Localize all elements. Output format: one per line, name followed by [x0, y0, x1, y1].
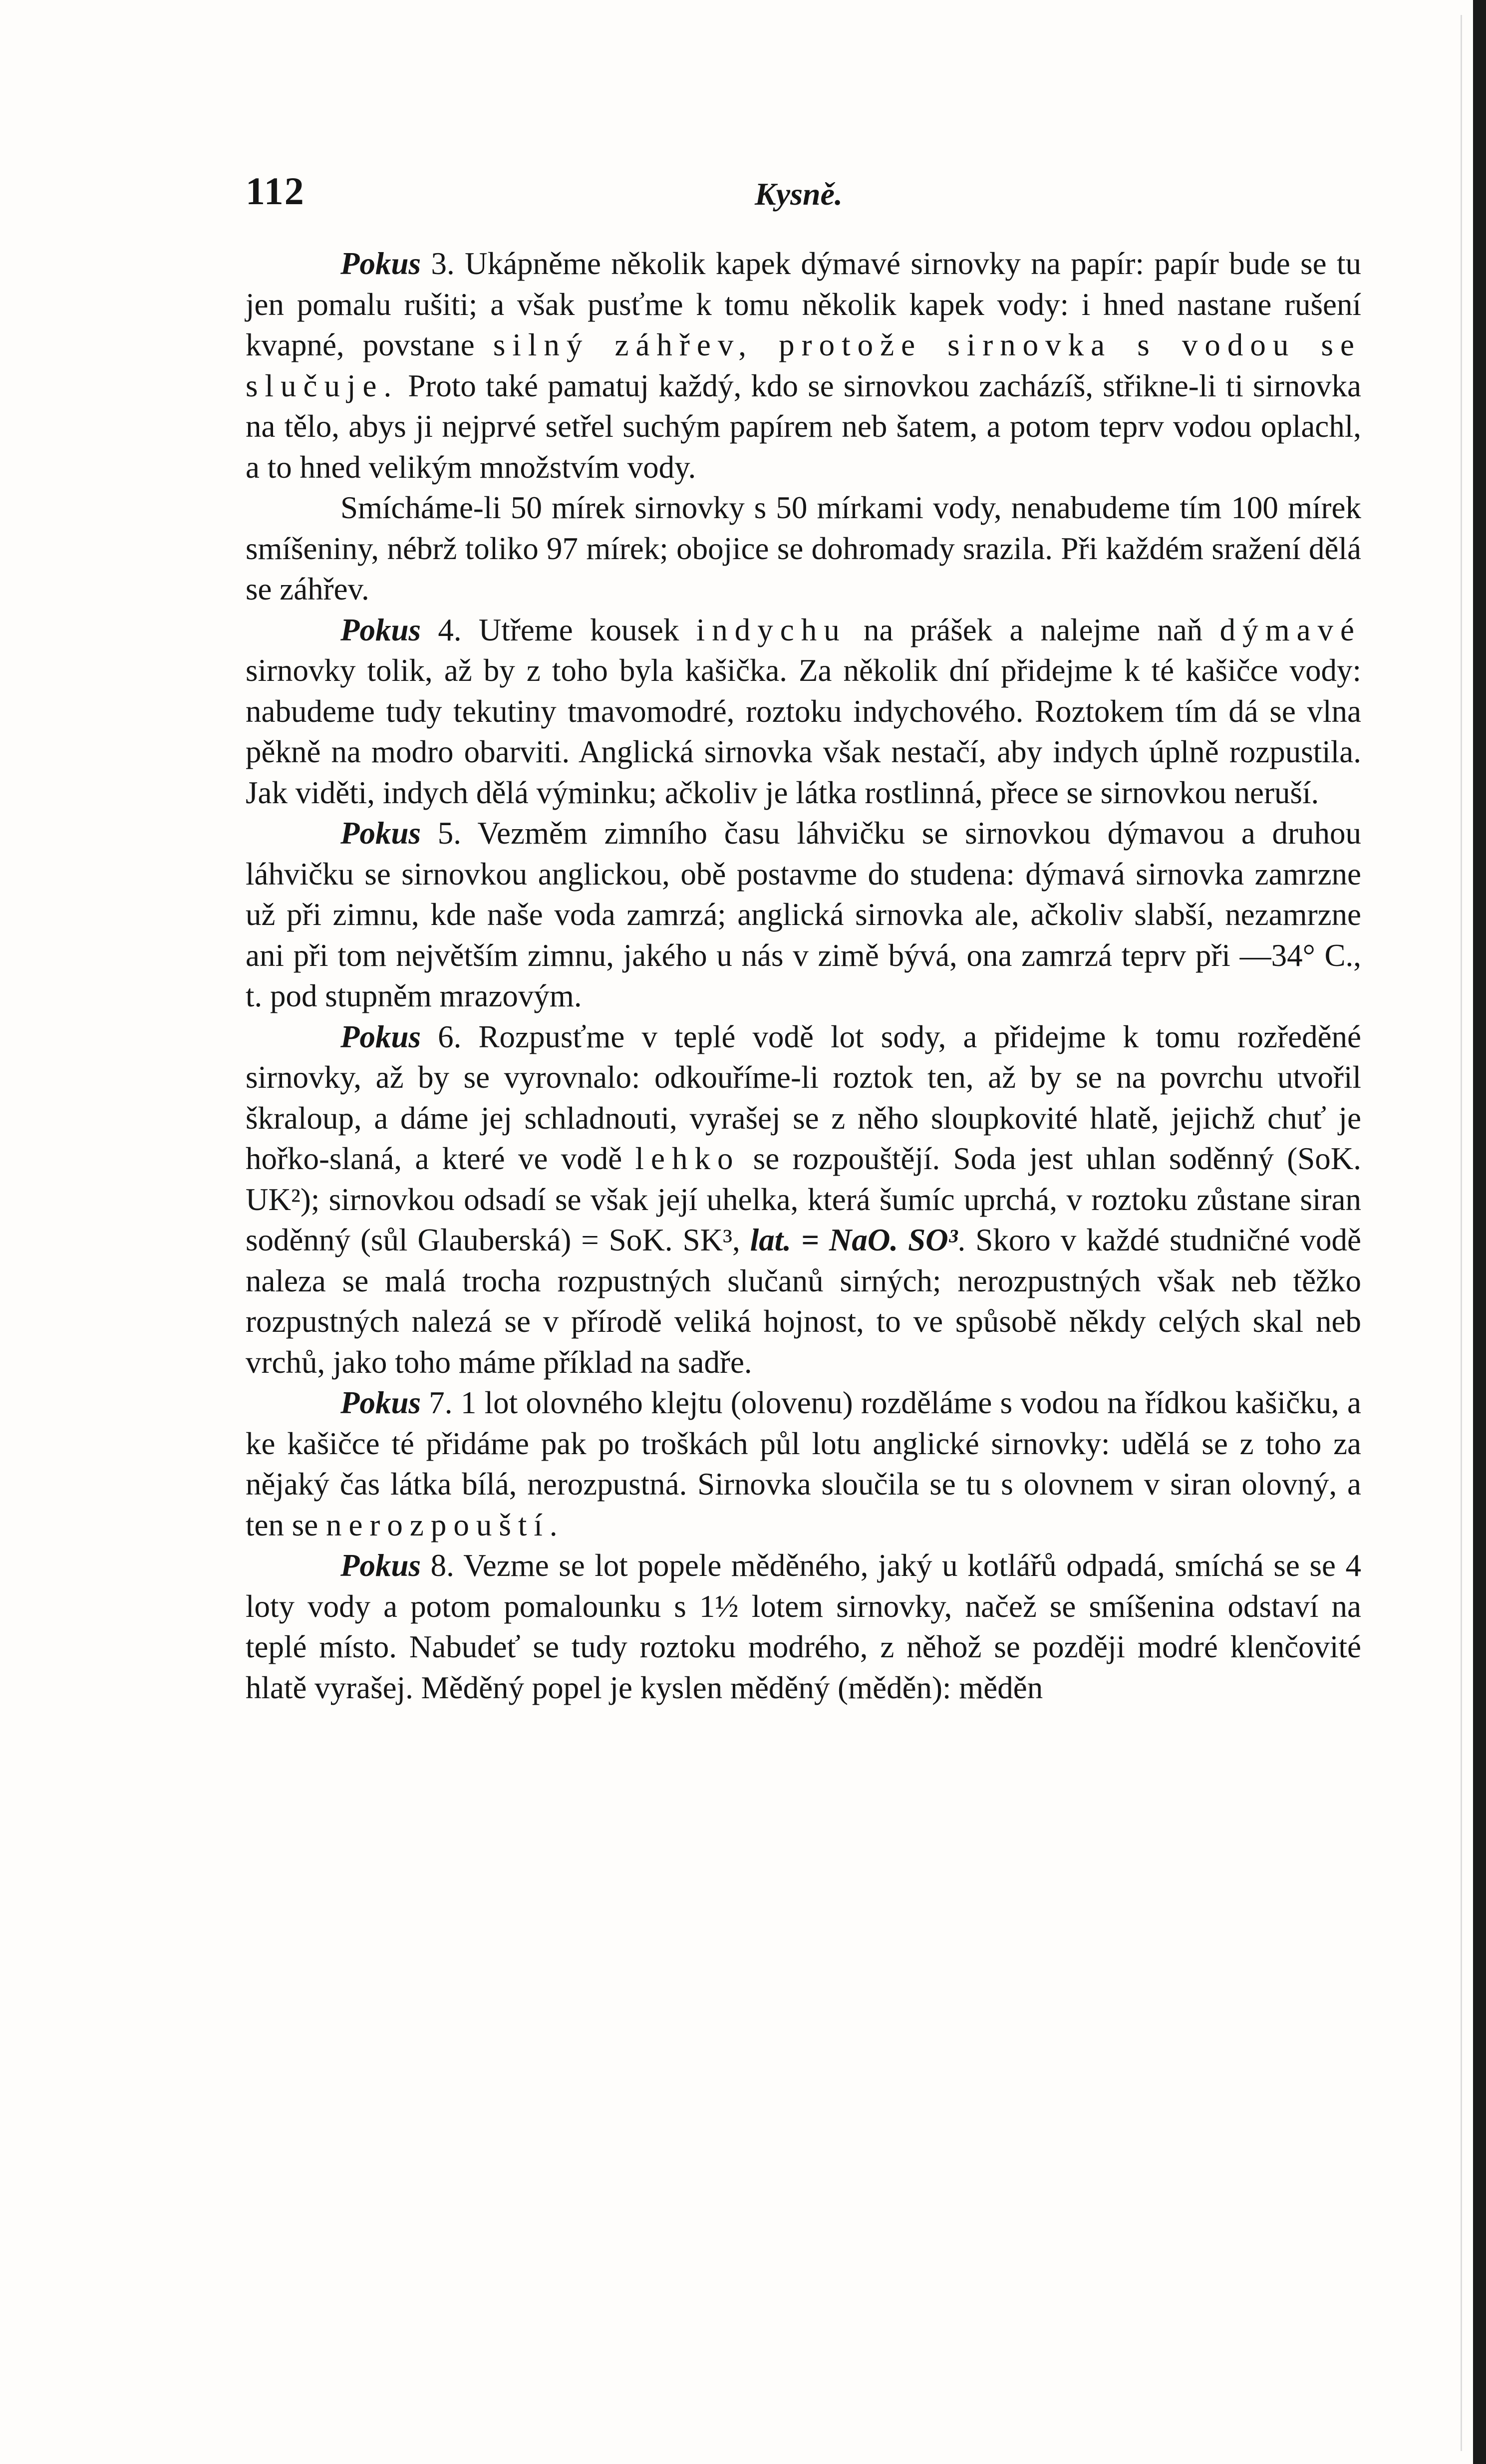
experiment-label: Pokus [340, 816, 421, 851]
emphasized-text: indychu [696, 612, 847, 647]
emphasized-text: lehko [635, 1141, 740, 1176]
paragraph-text: Proto také pamatuj každý, kdo se sirnovkou zacházíš, střikne-li ti sirnovka na tělo, abys ji nejprvé setřel suchým papírem neb šatem, a potom teprv vodou oplachl, a to hned velikým množstvím vody. [246, 368, 1361, 485]
paragraph-text: sirnovky tolik, až by z toho byla kašička. Za několik dní přidejme k té kašičce vody: nabudeme tudy tekutiny tmavomodré, roztoku indychového. Roztokem tím dá se vlna pěkně na modro obarviti. Anglická sirnovka však nestačí, aby indych úplně rozpustila. Jak viděti, indych dělá výminku; ačkoliv je látka rostlinná, přece se sirnovkou neruší. [246, 653, 1361, 810]
emphasized-text: nerozpouští. [325, 1507, 565, 1542]
paragraph-text: na prášek a nalejme naň [846, 612, 1220, 647]
paragraph-pokus-6 [246, 1017, 1361, 1383]
paragraph-text: Vezme se lot popele měděného, jaký u kotlářů odpadá, smíchá se se 4 loty vody a potom pomalounku s 1½ lotem sirnovky, načež se smíšenina odstaví na teplé místo. Nabudeť se tudy roztoku modrého, z něhož se později modré klenčovité hlatě vyrašej. Měděný popel je kyslen měděný (měděn): měděn [246, 1548, 1361, 1705]
paragraph-text: Vezměm zimního času láhvičku se sirnovkou dýmavou a druhou láhvičku se sirnovkou anglickou, obě postavme do studena: dýmavá sirnovka zamrzne už při zimnu, kde naše voda zamrzá; anglická sirnovka ale, ačkoliv slabší, nezamrzne ani při tom největším zimnu, jakého u nás v zimě bývá, ona zamrzá teprv při —34° C., t. pod stupněm mrazovým. [246, 816, 1361, 1013]
paragraph-pokus-5 [246, 813, 1361, 1017]
experiment-number: 7. [421, 1385, 453, 1420]
page-number: 112 [246, 169, 305, 213]
experiment-number: 4. [421, 612, 462, 647]
paragraph-text: se rozpouštějí. Soda jest uhlan soděnný (SoK. UK²); sirnovkou odsadí se však její uhelka, která šumíc uprchá, v roztoku zůstane siran soděnný (sůl Glauberská) = SoK. SK³, [246, 1141, 1361, 1257]
chemical-formula: lat. = NaO. SO³ [750, 1223, 958, 1257]
paragraph-pokus-8 [246, 1545, 1361, 1708]
experiment-label: Pokus [340, 612, 421, 647]
page-header [246, 169, 1361, 224]
paragraph-text: Utřeme kousek [461, 612, 696, 647]
emphasized-text: dýmavé [1219, 612, 1362, 647]
paragraph-pokus-7 [246, 1383, 1361, 1545]
paragraph-text: 1 lot olovného klejtu (olovenu) rozděláme s vodou na řídkou kašičku, a ke kašičce té přidáme pak po troškách půl lotu anglické sirnovky: udělá se z toho za nějaký čas látka bílá, nerozpustná. Sirnovka sloučila se tu s olovnem v siran olovný, a ten se [246, 1385, 1362, 1542]
experiment-label: Pokus [340, 1019, 421, 1054]
experiment-label: Pokus [340, 1385, 421, 1420]
running-title: Kysně. [755, 176, 843, 212]
experiment-label: Pokus [340, 246, 421, 281]
body-text [246, 244, 1361, 1708]
paragraph-text: Smícháme-li 50 mírek sirnovky s 50 mírkami vody, nenabudeme tím 100 mírek smíšeniny, nébrž toliko 97 mírek; obojice se dohromady srazila. Při každém sražení dělá se záhřev. [246, 490, 1361, 607]
paragraph-pokus-4 [246, 610, 1361, 814]
paragraph-text: Rozpusťme v teplé vodě lot sody, a přidejme k tomu rozředěné sirnovky, až by se vyrovnalo: odkouříme-li roztok ten, až by se na povrchu utvořil škraloup, a dáme jej schladnouti, vyrašej se z něho sloupkovité hlatě, jejichž chuť je hořko-slaná, a které ve vodě [246, 1019, 1362, 1176]
scan-border [1473, 0, 1486, 2464]
experiment-number: 3. [421, 246, 455, 281]
paragraph-text: Ukápněme několik kapek dýmavé sirnovky na papír: papír bude se tu jen pomalu rušiti; a však pusťme k tomu několik kapek vody: i hned nastane rušení kvapné, povstane [246, 246, 1361, 362]
paragraph-mixing [246, 488, 1361, 610]
experiment-number: 5. [421, 816, 461, 851]
paragraph-text: . Skoro v každé studničné vodě naleza se malá trocha rozpustných slučanů sirných; nerozpustných však neb těžko rozpustných nalezá se v přírodě veliká hojnost, to ve spůsobě někdy celých skal neb vrchů, jako toho máme příklad na sadře. [246, 1223, 1361, 1380]
paragraph-pokus-3 [246, 244, 1361, 488]
experiment-number: 6. [421, 1019, 462, 1054]
page-edge-line [1461, 15, 1462, 2451]
experiment-label: Pokus [340, 1548, 421, 1583]
emphasized-text: silný záhřev, protože sirnovka s vodou se slučuje. [246, 327, 1361, 403]
experiment-number: 8. [421, 1548, 454, 1583]
